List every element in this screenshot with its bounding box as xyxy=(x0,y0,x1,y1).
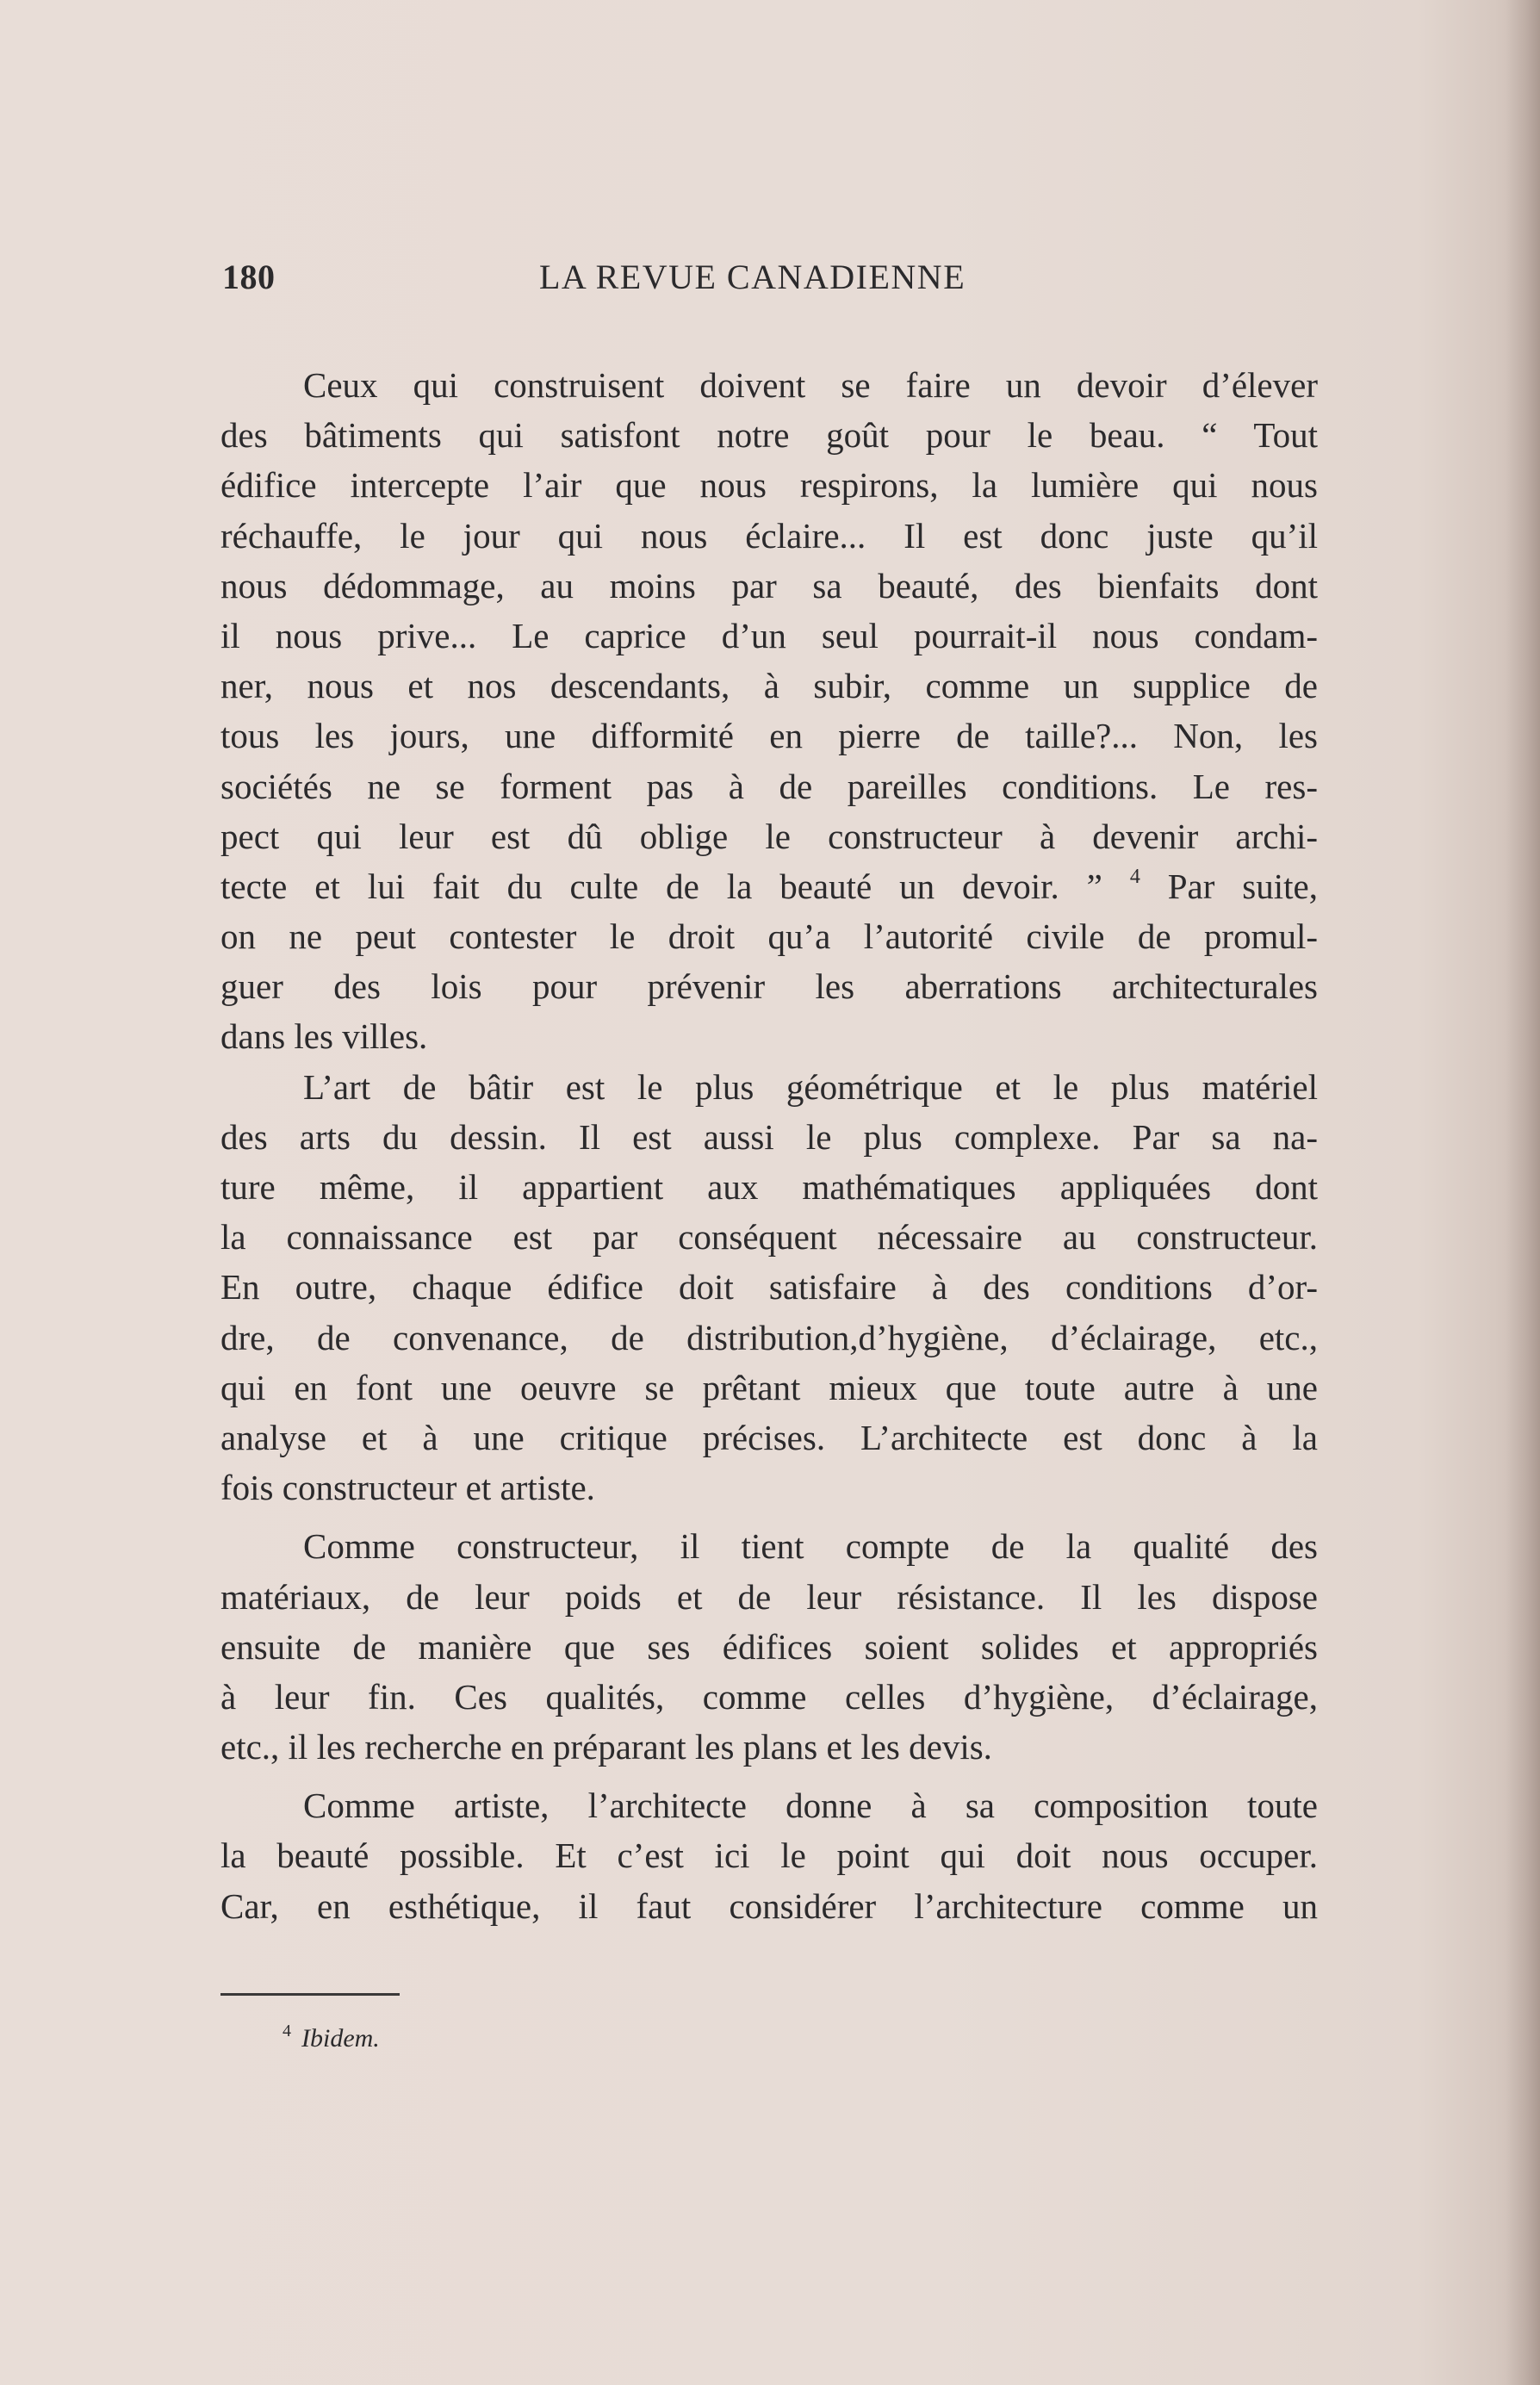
text-line: à leur fin. Ces qualités, comme celles d’hygiène, d’éclairage, xyxy=(220,1676,1318,1717)
text-line: la beauté possible. Et c’est ici le point qui doit nous occuper. xyxy=(220,1835,1318,1876)
footnote-separator xyxy=(220,1993,400,1996)
footnote-text: Ibidem. xyxy=(301,2024,380,2053)
text-line: des arts du dessin. Il est aussi le plus complexe. Par sa na- xyxy=(220,1116,1318,1157)
paragraph-2 xyxy=(220,1062,1318,1513)
text-line: on ne peut contester le droit qu’a l’autorité civile de promul- xyxy=(220,916,1318,957)
text-line: réchauffe, le jour qui nous éclaire... Il est donc juste qu’il xyxy=(220,515,1318,556)
journal-title: LA REVUE CANADIENNE xyxy=(539,258,966,296)
text-line: pect qui leur est dû oblige le constructeur à devenir archi- xyxy=(220,816,1318,856)
running-head xyxy=(222,257,1316,308)
text-line: nous dédommage, au moins par sa beauté, des bienfaits dont xyxy=(220,565,1318,606)
text-line: fois constructeur et artiste. xyxy=(220,1468,595,1508)
paragraph-1 xyxy=(220,360,1318,1062)
text-line-with-footnote xyxy=(220,861,1318,911)
body-text xyxy=(220,360,1318,1931)
footnote-number: 4 xyxy=(283,2022,291,2040)
text-line: des bâtiments qui satisfont notre goût pour le beau. “ Tout xyxy=(220,415,1318,456)
paragraph-3 xyxy=(220,1521,1318,1772)
text-line: Car, en esthétique, il faut considérer l’architecture comme un xyxy=(220,1885,1318,1926)
text-line: Ceux qui construisent doivent se faire un devoir d’élever xyxy=(303,365,1318,405)
footnote-reference: 4 xyxy=(1129,865,1140,888)
text-line: ner, nous et nos descendants, à subir, comme un supplice de xyxy=(220,666,1318,706)
text-line: L’art de bâtir est le plus géométrique et le plus matériel xyxy=(303,1066,1318,1107)
text-line: il nous prive... Le caprice d’un seul pourrait-il nous condam- xyxy=(220,615,1318,655)
text-line: matériaux, de leur poids et de leur résistance. Il les dispose xyxy=(220,1576,1318,1617)
text-segment: Par suite, xyxy=(1167,866,1318,906)
text-line: qui en font une oeuvre se prêtant mieux que toute autre à une xyxy=(220,1367,1318,1407)
text-line: édifice intercepte l’air que nous respirons, la lumière qui nous xyxy=(220,465,1318,506)
text-line: dre, de convenance, de distribution,d’hygiène, d’éclairage, etc., xyxy=(220,1317,1318,1357)
text-line: Comme artiste, l’architecte donne à sa composition toute xyxy=(303,1786,1318,1826)
footnote xyxy=(283,2024,380,2053)
text-line: Comme constructeur, il tient compte de la qualité des xyxy=(303,1526,1318,1567)
text-line: analyse et à une critique précises. L’architecte est donc à la xyxy=(220,1417,1318,1457)
text-line: ensuite de manière que ses édifices soient solides et appropriés xyxy=(220,1626,1318,1667)
text-line: dans les villes. xyxy=(220,1016,428,1057)
text-line: sociétés ne se forment pas à de pareilles conditions. Le res- xyxy=(220,766,1318,806)
text-line: etc., il les recherche en préparant les plans et les devis. xyxy=(220,1727,992,1767)
text-line: guer des lois pour prévenir les aberrations architecturales xyxy=(220,966,1318,1007)
page-edge-shadow xyxy=(1506,0,1540,2385)
text-line: ture même, il appartient aux mathématiques appliquées dont xyxy=(220,1167,1318,1207)
page-number: 180 xyxy=(222,258,276,296)
text-segment: tecte et lui fait du culte de la beauté un devoir. ” xyxy=(220,866,1102,906)
text-line: En outre, chaque édifice doit satisfaire à des conditions d’or- xyxy=(220,1267,1318,1307)
paragraph-4 xyxy=(220,1780,1318,1931)
text-line: tous les jours, une difformité en pierre de taille?... Non, les xyxy=(220,716,1318,756)
text-line: la connaissance est par conséquent nécessaire au constructeur. xyxy=(220,1217,1318,1258)
